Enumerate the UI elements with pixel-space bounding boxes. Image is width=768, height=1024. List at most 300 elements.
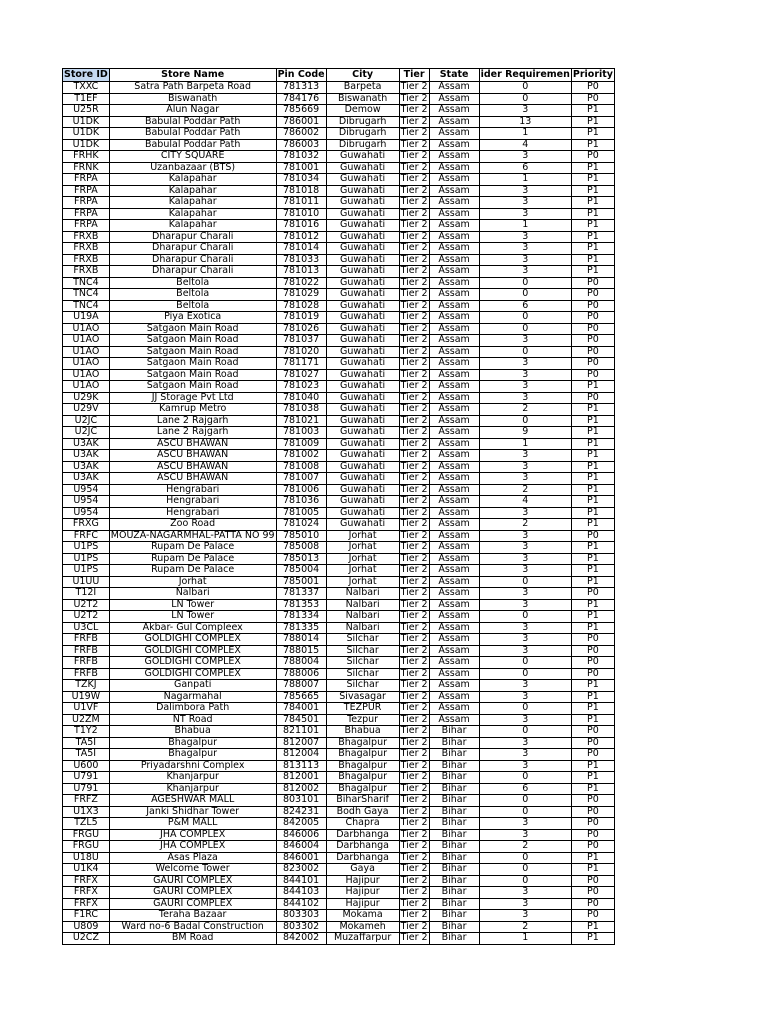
priority-cell[interactable]: P0 <box>571 82 614 94</box>
city-cell[interactable]: Guwahati <box>326 473 399 485</box>
pin-code-cell[interactable]: 812004 <box>276 749 326 761</box>
city-cell[interactable]: Guwahati <box>326 185 399 197</box>
state-cell[interactable]: Assam <box>429 116 479 128</box>
city-cell[interactable]: Guwahati <box>326 197 399 209</box>
tier-cell[interactable]: Tier 2 <box>400 852 428 863</box>
store-name-cell[interactable]: Beltola <box>109 277 276 289</box>
priority-cell[interactable]: P0 <box>571 300 614 312</box>
store-id-cell[interactable]: U1VF <box>63 703 110 715</box>
state-cell[interactable]: Assam <box>429 335 479 347</box>
tier-cell[interactable]: Tier 2 <box>400 921 428 932</box>
tier-cell[interactable]: Tier 2 <box>400 760 428 771</box>
store-name-cell[interactable]: Ganpati <box>109 680 276 692</box>
tier-cell[interactable]: Tier 2 <box>400 610 428 621</box>
tier-cell[interactable]: Tier 2 <box>400 472 428 483</box>
priority-cell[interactable]: P0 <box>571 749 614 761</box>
pin-code-cell[interactable]: 844102 <box>276 898 326 910</box>
city-cell[interactable]: Guwahati <box>326 496 399 508</box>
store-name-cell[interactable]: Dharapur Charali <box>109 243 276 255</box>
state-cell[interactable]: Bihar <box>429 829 479 841</box>
rider-requirement-cell[interactable]: 3 <box>479 760 571 772</box>
state-cell[interactable]: Assam <box>429 507 479 519</box>
city-cell[interactable]: BiharSharif <box>326 795 399 807</box>
pin-code-cell[interactable]: 781313 <box>276 82 326 94</box>
pin-code-cell[interactable]: 781008 <box>276 461 326 473</box>
store-id-cell[interactable]: T12I <box>63 588 110 600</box>
rider-requirement-cell[interactable]: 3 <box>479 243 571 255</box>
state-cell[interactable]: Assam <box>429 162 479 174</box>
pin-code-cell[interactable]: 781006 <box>276 484 326 496</box>
header-store-id[interactable]: Store ID <box>64 68 108 80</box>
pin-code-cell[interactable]: 846004 <box>276 841 326 853</box>
priority-cell[interactable]: P0 <box>571 887 614 899</box>
rider-requirement-cell[interactable]: 3 <box>479 208 571 220</box>
tier-cell[interactable]: Tier 2 <box>400 886 428 897</box>
rider-requirement-cell[interactable]: 0 <box>479 82 571 94</box>
store-name-cell[interactable]: GAURI COMPLEX <box>109 875 276 887</box>
store-id-cell[interactable]: TZL5 <box>63 818 110 830</box>
store-id-cell[interactable]: FRXG <box>63 519 110 531</box>
store-id-cell[interactable]: FRPA <box>63 197 110 209</box>
store-name-cell[interactable]: Piya Exotica <box>109 312 276 324</box>
city-cell[interactable]: Hajipur <box>326 898 399 910</box>
tier-cell[interactable]: Tier 2 <box>400 461 428 472</box>
store-id-cell[interactable]: U1AO <box>63 323 110 335</box>
store-name-cell[interactable]: Kalapahar <box>109 174 276 186</box>
store-id-cell[interactable]: U2T2 <box>63 599 110 611</box>
header-tier[interactable]: Tier <box>399 69 429 82</box>
pin-code-cell[interactable]: 781024 <box>276 519 326 531</box>
tier-cell[interactable]: Tier 2 <box>400 829 428 840</box>
priority-cell[interactable]: P0 <box>571 875 614 887</box>
store-id-cell[interactable]: FRXB <box>63 254 110 266</box>
store-name-cell[interactable]: Bhabua <box>109 726 276 738</box>
tier-cell[interactable]: Tier 2 <box>400 679 428 690</box>
tier-cell[interactable]: Tier 2 <box>400 507 428 518</box>
store-id-cell[interactable]: U3AK <box>63 461 110 473</box>
store-name-cell[interactable]: Asas Plaza <box>109 852 276 864</box>
state-cell[interactable]: Assam <box>429 415 479 427</box>
pin-code-cell[interactable]: 786003 <box>276 139 326 151</box>
pin-code-cell[interactable]: 781007 <box>276 473 326 485</box>
pin-code-cell[interactable]: 781337 <box>276 588 326 600</box>
priority-cell[interactable]: P0 <box>571 910 614 922</box>
rider-requirement-cell[interactable]: 0 <box>479 576 571 588</box>
store-id-cell[interactable]: FRFC <box>63 530 110 542</box>
tier-cell[interactable]: Tier 2 <box>400 645 428 656</box>
state-cell[interactable]: Assam <box>429 565 479 577</box>
pin-code-cell[interactable]: 788006 <box>276 668 326 680</box>
state-cell[interactable]: Assam <box>429 139 479 151</box>
state-cell[interactable]: Assam <box>429 289 479 301</box>
rider-requirement-cell[interactable]: 3 <box>479 266 571 278</box>
rider-requirement-cell[interactable]: 2 <box>479 404 571 416</box>
state-cell[interactable]: Assam <box>429 519 479 531</box>
city-cell[interactable]: Biswanath <box>326 93 399 105</box>
rider-requirement-cell[interactable]: 4 <box>479 139 571 151</box>
store-id-cell[interactable]: U3AK <box>63 450 110 462</box>
tier-cell[interactable]: Tier 2 <box>400 357 428 368</box>
store-id-cell[interactable]: FRXB <box>63 243 110 255</box>
store-id-cell[interactable]: FRGU <box>63 841 110 853</box>
store-id-cell[interactable]: U1PS <box>63 553 110 565</box>
pin-code-cell[interactable]: 781027 <box>276 369 326 381</box>
city-cell[interactable]: Guwahati <box>326 461 399 473</box>
pin-code-cell[interactable]: 842002 <box>276 933 326 945</box>
priority-cell[interactable]: P0 <box>571 634 614 646</box>
city-cell[interactable]: Guwahati <box>326 300 399 312</box>
store-id-cell[interactable]: U19W <box>63 691 110 703</box>
state-cell[interactable]: Assam <box>429 254 479 266</box>
header-city[interactable]: City <box>326 69 399 82</box>
rider-requirement-cell[interactable]: 3 <box>479 714 571 726</box>
tier-cell[interactable]: Tier 2 <box>400 840 428 851</box>
store-id-cell[interactable]: TNC4 <box>63 300 110 312</box>
priority-cell[interactable]: P0 <box>571 369 614 381</box>
store-name-cell[interactable]: Kalapahar <box>109 197 276 209</box>
state-cell[interactable]: Assam <box>429 277 479 289</box>
rider-requirement-cell[interactable]: 1 <box>479 438 571 450</box>
state-cell[interactable]: Assam <box>429 576 479 588</box>
rider-requirement-cell[interactable]: 0 <box>479 657 571 669</box>
priority-cell[interactable]: P1 <box>571 220 614 232</box>
tier-cell[interactable]: Tier 2 <box>400 139 428 150</box>
tier-cell[interactable]: Tier 2 <box>400 265 428 276</box>
store-name-cell[interactable]: Beltola <box>109 300 276 312</box>
rider-requirement-cell[interactable]: 2 <box>479 841 571 853</box>
city-cell[interactable]: Nalbari <box>326 588 399 600</box>
pin-code-cell[interactable]: 781022 <box>276 277 326 289</box>
city-cell[interactable]: Guwahati <box>326 266 399 278</box>
city-cell[interactable]: Nalbari <box>326 622 399 634</box>
priority-cell[interactable]: P1 <box>571 404 614 416</box>
tier-cell[interactable]: Tier 2 <box>400 208 428 219</box>
rider-requirement-cell[interactable]: 0 <box>479 312 571 324</box>
store-name-cell[interactable]: Uzanbazaar (BTS) <box>109 162 276 174</box>
rider-requirement-cell[interactable]: 3 <box>479 450 571 462</box>
priority-cell[interactable]: P1 <box>571 185 614 197</box>
store-id-cell[interactable]: U1K4 <box>63 864 110 876</box>
store-id-cell[interactable]: TNC4 <box>63 277 110 289</box>
priority-cell[interactable]: P0 <box>571 829 614 841</box>
pin-code-cell[interactable]: 788004 <box>276 657 326 669</box>
city-cell[interactable]: Dibrugarh <box>326 139 399 151</box>
store-name-cell[interactable]: ASCU BHAWAN <box>109 438 276 450</box>
store-name-cell[interactable]: Kamrup Metro <box>109 404 276 416</box>
store-id-cell[interactable]: FRFZ <box>63 795 110 807</box>
store-name-cell[interactable]: NT Road <box>109 714 276 726</box>
city-cell[interactable]: Guwahati <box>326 519 399 531</box>
store-name-cell[interactable]: GOLDIGHI COMPLEX <box>109 645 276 657</box>
pin-code-cell[interactable]: 781012 <box>276 231 326 243</box>
store-name-cell[interactable]: Hengrabari <box>109 484 276 496</box>
store-name-cell[interactable]: Khanjarpur <box>109 772 276 784</box>
priority-cell[interactable]: P1 <box>571 139 614 151</box>
city-cell[interactable]: Silchar <box>326 645 399 657</box>
state-cell[interactable]: Assam <box>429 197 479 209</box>
rider-requirement-cell[interactable]: 0 <box>479 864 571 876</box>
tier-cell[interactable]: Tier 2 <box>400 242 428 253</box>
tier-cell[interactable]: Tier 2 <box>400 449 428 460</box>
tier-cell[interactable]: Tier 2 <box>400 633 428 644</box>
pin-code-cell[interactable]: 785008 <box>276 542 326 554</box>
state-cell[interactable]: Assam <box>429 542 479 554</box>
store-id-cell[interactable]: T1Y2 <box>63 726 110 738</box>
store-id-cell[interactable]: U29V <box>63 404 110 416</box>
store-id-cell[interactable]: U1AO <box>63 358 110 370</box>
priority-cell[interactable]: P1 <box>571 266 614 278</box>
tier-cell[interactable]: Tier 2 <box>400 737 428 748</box>
rider-requirement-cell[interactable]: 0 <box>479 289 571 301</box>
store-id-cell[interactable]: FRNK <box>63 162 110 174</box>
city-cell[interactable]: Guwahati <box>326 151 399 163</box>
state-cell[interactable]: Assam <box>429 174 479 186</box>
store-name-cell[interactable]: Dharapur Charali <box>109 231 276 243</box>
tier-cell[interactable]: Tier 2 <box>400 530 428 541</box>
store-id-cell[interactable]: U1X3 <box>63 806 110 818</box>
city-cell[interactable]: Sivasagar <box>326 691 399 703</box>
tier-cell[interactable]: Tier 2 <box>400 311 428 322</box>
pin-code-cell[interactable]: 803101 <box>276 795 326 807</box>
pin-code-cell[interactable]: 812001 <box>276 772 326 784</box>
city-cell[interactable]: Chapra <box>326 818 399 830</box>
state-cell[interactable]: Assam <box>429 105 479 117</box>
tier-cell[interactable]: Tier 2 <box>400 783 428 794</box>
store-id-cell[interactable]: TNC4 <box>63 289 110 301</box>
store-name-cell[interactable]: ASCU BHAWAN <box>109 450 276 462</box>
store-id-cell[interactable]: U2JC <box>63 415 110 427</box>
pin-code-cell[interactable]: 846001 <box>276 852 326 864</box>
tier-cell[interactable]: Tier 2 <box>400 806 428 817</box>
store-name-cell[interactable]: Priyadarshni Complex <box>109 760 276 772</box>
pin-code-cell[interactable]: 781353 <box>276 599 326 611</box>
tier-cell[interactable]: Tier 2 <box>400 415 428 426</box>
rider-requirement-cell[interactable]: 3 <box>479 599 571 611</box>
city-cell[interactable]: Silchar <box>326 668 399 680</box>
store-id-cell[interactable]: U29K <box>63 392 110 404</box>
header-state[interactable]: State <box>429 69 479 82</box>
rider-requirement-cell[interactable]: 0 <box>479 611 571 623</box>
store-name-cell[interactable]: Janki Shidhar Tower <box>109 806 276 818</box>
pin-code-cell[interactable]: 781034 <box>276 174 326 186</box>
priority-cell[interactable]: P1 <box>571 473 614 485</box>
tier-cell[interactable]: Tier 2 <box>400 668 428 679</box>
priority-cell[interactable]: P1 <box>571 484 614 496</box>
city-cell[interactable]: Darbhanga <box>326 829 399 841</box>
state-cell[interactable]: Bihar <box>429 864 479 876</box>
priority-cell[interactable]: P1 <box>571 576 614 588</box>
header-pin-code[interactable]: Pin Code <box>277 68 325 80</box>
tier-cell[interactable]: Tier 2 <box>400 277 428 288</box>
rider-requirement-cell[interactable]: 3 <box>479 542 571 554</box>
tier-cell[interactable]: Tier 2 <box>400 484 428 495</box>
rider-requirement-cell[interactable]: 3 <box>479 565 571 577</box>
store-id-cell[interactable]: U1AO <box>63 335 110 347</box>
store-id-cell[interactable]: U1PS <box>63 542 110 554</box>
pin-code-cell[interactable]: 784001 <box>276 703 326 715</box>
store-id-cell[interactable]: U18U <box>63 852 110 864</box>
priority-cell[interactable]: P0 <box>571 645 614 657</box>
tier-cell[interactable]: Tier 2 <box>400 794 428 805</box>
pin-code-cell[interactable]: 781013 <box>276 266 326 278</box>
state-cell[interactable]: Bihar <box>429 887 479 899</box>
city-cell[interactable]: Dibrugarh <box>326 116 399 128</box>
store-name-cell[interactable]: Bhagalpur <box>109 737 276 749</box>
pin-code-cell[interactable]: 786002 <box>276 128 326 140</box>
state-cell[interactable]: Assam <box>429 461 479 473</box>
priority-cell[interactable]: P1 <box>571 174 614 186</box>
state-cell[interactable]: Assam <box>429 703 479 715</box>
store-name-cell[interactable]: GOLDIGHI COMPLEX <box>109 668 276 680</box>
tier-cell[interactable]: Tier 2 <box>400 392 428 403</box>
store-id-cell[interactable]: FRPA <box>63 220 110 232</box>
rider-requirement-cell[interactable]: 3 <box>479 634 571 646</box>
pin-code-cell[interactable]: 781026 <box>276 323 326 335</box>
pin-code-cell[interactable]: 785010 <box>276 530 326 542</box>
priority-cell[interactable]: P0 <box>571 806 614 818</box>
rider-requirement-cell[interactable]: 3 <box>479 473 571 485</box>
store-name-cell[interactable]: Beltola <box>109 289 276 301</box>
pin-code-cell[interactable]: 842005 <box>276 818 326 830</box>
pin-code-cell[interactable]: 788015 <box>276 645 326 657</box>
tier-cell[interactable]: Tier 2 <box>400 369 428 380</box>
rider-requirement-cell[interactable]: 3 <box>479 622 571 634</box>
rider-requirement-cell[interactable]: 3 <box>479 818 571 830</box>
priority-cell[interactable]: P0 <box>571 289 614 301</box>
rider-requirement-cell[interactable]: 3 <box>479 530 571 542</box>
store-name-cell[interactable]: MOUZA-NAGARMHAL-PATTA NO 99 <box>110 530 275 541</box>
store-name-cell[interactable]: Rupam De Palace <box>109 553 276 565</box>
city-cell[interactable]: Guwahati <box>326 243 399 255</box>
store-name-cell[interactable]: Hengrabari <box>109 496 276 508</box>
state-cell[interactable]: Assam <box>429 82 479 94</box>
rider-requirement-cell[interactable]: 0 <box>479 703 571 715</box>
pin-code-cell[interactable]: 781002 <box>276 450 326 462</box>
priority-cell[interactable]: P0 <box>571 312 614 324</box>
priority-cell[interactable]: P1 <box>571 680 614 692</box>
city-cell[interactable]: Nalbari <box>326 599 399 611</box>
pin-code-cell[interactable]: 781010 <box>276 208 326 220</box>
store-id-cell[interactable]: U954 <box>63 507 110 519</box>
state-cell[interactable]: Assam <box>429 553 479 565</box>
rider-requirement-cell[interactable]: 3 <box>479 369 571 381</box>
state-cell[interactable]: Assam <box>429 427 479 439</box>
city-cell[interactable]: Guwahati <box>326 162 399 174</box>
tier-cell[interactable]: Tier 2 <box>400 403 428 414</box>
city-cell[interactable]: Jorhat <box>326 530 399 542</box>
store-name-cell[interactable]: Ward no-6 Badal Construction <box>109 921 276 933</box>
pin-code-cell[interactable]: 781005 <box>276 507 326 519</box>
city-cell[interactable]: Darbhanga <box>326 852 399 864</box>
city-cell[interactable]: Guwahati <box>326 484 399 496</box>
priority-cell[interactable]: P0 <box>571 151 614 163</box>
rider-requirement-cell[interactable]: 0 <box>479 93 571 105</box>
store-id-cell[interactable]: FRFB <box>63 657 110 669</box>
pin-code-cell[interactable]: 823002 <box>276 864 326 876</box>
store-name-cell[interactable]: LN Tower <box>109 611 276 623</box>
pin-code-cell[interactable]: 785004 <box>276 565 326 577</box>
rider-requirement-cell[interactable]: 6 <box>479 300 571 312</box>
rider-requirement-cell[interactable]: 3 <box>479 231 571 243</box>
store-name-cell[interactable]: Alun Nagar <box>109 105 276 117</box>
store-id-cell[interactable]: FRPA <box>63 208 110 220</box>
priority-cell[interactable]: P1 <box>571 622 614 634</box>
priority-cell[interactable]: P1 <box>571 783 614 795</box>
store-name-cell[interactable]: Satgaon Main Road <box>109 369 276 381</box>
tier-cell[interactable]: Tier 2 <box>400 599 428 610</box>
rider-requirement-cell[interactable]: 3 <box>479 392 571 404</box>
state-cell[interactable]: Bihar <box>429 749 479 761</box>
store-name-cell[interactable]: Nalbari <box>109 588 276 600</box>
store-id-cell[interactable]: TXXC <box>63 82 110 94</box>
tier-cell[interactable]: Tier 2 <box>400 438 428 449</box>
pin-code-cell[interactable]: 781038 <box>276 404 326 416</box>
city-cell[interactable]: Guwahati <box>326 369 399 381</box>
pin-code-cell[interactable]: 781018 <box>276 185 326 197</box>
store-id-cell[interactable]: U809 <box>63 921 110 933</box>
priority-cell[interactable]: P1 <box>571 450 614 462</box>
city-cell[interactable]: TEZPUR <box>326 703 399 715</box>
city-cell[interactable]: Jorhat <box>326 565 399 577</box>
store-id-cell[interactable]: FRFX <box>63 887 110 899</box>
priority-cell[interactable]: P1 <box>571 772 614 784</box>
priority-cell[interactable]: P1 <box>571 461 614 473</box>
city-cell[interactable]: Guwahati <box>326 289 399 301</box>
city-cell[interactable]: Tezpur <box>326 714 399 726</box>
header-priority[interactable]: Priority <box>572 68 613 80</box>
rider-requirement-cell[interactable]: 6 <box>479 783 571 795</box>
tier-cell[interactable]: Tier 2 <box>400 587 428 598</box>
rider-requirement-cell[interactable]: 3 <box>479 105 571 117</box>
rider-requirement-cell[interactable]: 3 <box>479 898 571 910</box>
store-name-cell[interactable]: AGESHWAR MALL <box>109 795 276 807</box>
pin-code-cell[interactable]: 803302 <box>276 921 326 933</box>
store-name-cell[interactable]: Babulal Poddar Path <box>109 116 276 128</box>
tier-cell[interactable]: Tier 2 <box>400 817 428 828</box>
store-id-cell[interactable]: U2ZM <box>63 714 110 726</box>
pin-code-cell[interactable]: 812002 <box>276 783 326 795</box>
tier-cell[interactable]: Tier 2 <box>400 323 428 334</box>
store-id-cell[interactable]: U791 <box>63 772 110 784</box>
pin-code-cell[interactable]: 781019 <box>276 312 326 324</box>
city-cell[interactable]: Bhagalpur <box>326 772 399 784</box>
store-id-cell[interactable]: FRPA <box>63 174 110 186</box>
priority-cell[interactable]: P0 <box>571 93 614 105</box>
store-name-cell[interactable]: Rupam De Palace <box>109 565 276 577</box>
pin-code-cell[interactable]: 813113 <box>276 760 326 772</box>
rider-requirement-cell[interactable]: 13 <box>479 116 571 128</box>
city-cell[interactable]: Guwahati <box>326 507 399 519</box>
state-cell[interactable]: Assam <box>429 312 479 324</box>
priority-cell[interactable]: P1 <box>571 415 614 427</box>
priority-cell[interactable]: P1 <box>571 714 614 726</box>
rider-requirement-cell[interactable]: 0 <box>479 795 571 807</box>
priority-cell[interactable]: P0 <box>571 726 614 738</box>
rider-requirement-cell[interactable]: 0 <box>479 852 571 864</box>
priority-cell[interactable]: P1 <box>571 208 614 220</box>
city-cell[interactable]: Guwahati <box>326 277 399 289</box>
priority-cell[interactable]: P0 <box>571 530 614 542</box>
state-cell[interactable]: Assam <box>429 645 479 657</box>
store-name-cell[interactable]: Akbar- Gul Compleex <box>109 622 276 634</box>
rider-requirement-cell[interactable]: 3 <box>479 381 571 393</box>
pin-code-cell[interactable]: 781040 <box>276 392 326 404</box>
state-cell[interactable]: Assam <box>429 714 479 726</box>
rider-requirement-cell[interactable]: 1 <box>479 174 571 186</box>
priority-cell[interactable]: P0 <box>571 668 614 680</box>
priority-cell[interactable]: P1 <box>571 231 614 243</box>
tier-cell[interactable]: Tier 2 <box>400 656 428 667</box>
